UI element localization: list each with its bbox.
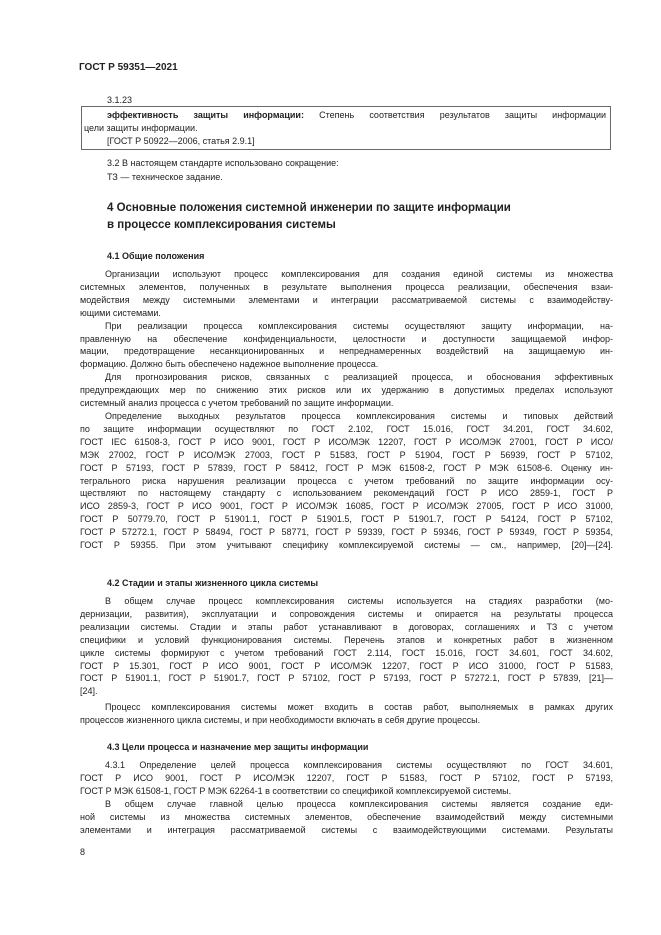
text-line: правленную на обеспечение конфиденциальности, целостности и доступности защищаемой инфор- xyxy=(80,333,613,344)
text-line: При реализации процесса комплексирования системы осуществляют защиту информации, на- xyxy=(105,320,613,331)
text-line: предупреждающих мер по снижению этих рисков или их удержанию в допустимых пределах используют xyxy=(80,385,613,396)
section-4-2-heading: 4.2 Стадии и этапы жизненного цикла системы xyxy=(107,578,319,588)
section-4-3-heading: 4.3 Цели процесса и назначение мер защиты информации xyxy=(107,742,369,752)
text-line: ГОСТ Р МЭК 61508-1, ГОСТ Р МЭК 62264-1 в соответствии со спецификой комплексируемой системы. xyxy=(80,785,512,796)
text-line: цикле системы формируют с учетом требований ГОСТ 2.114, ГОСТ 15.016, ГОСТ 34.601, ГОСТ 34.602, xyxy=(80,647,613,658)
text-line: В общем случае главной целью процесса комплексирования системы является создание еди- xyxy=(105,798,613,809)
text-line: Организации используют процесс комплексирования для создания единой системы из множества xyxy=(105,269,613,279)
text-line: В общем случае процесс комплексирования системы используется на стадиях разработки (мо- xyxy=(105,596,613,606)
text-line: ществляют по настоящему стандарту с использованием рекомендаций ГОСТ Р ИСО 2859-1, ГОСТ Р xyxy=(80,488,613,499)
text-line: элементами и интеграция рассматриваемой системы с взаимодействующими системами. Результаты xyxy=(80,824,613,835)
text-line: по защите информации осуществляют по ГОСТ 2.102, ГОСТ 15.016, ГОСТ 34.201, ГОСТ 34.602, xyxy=(80,423,613,434)
section-4-1-body xyxy=(80,268,613,552)
text-line: системных элементов, полученных в результате выполнения процесса реализации, обеспечения взаи- xyxy=(80,281,613,292)
text-line: ной системы из множества системных элементов, обеспечение взаимодействий между системными xyxy=(80,811,613,822)
text-line: процессов жизненного цикла системы, и при необходимости включать в себя другие процессы. xyxy=(80,715,481,726)
definition-text xyxy=(84,109,606,122)
section-4-1-heading: 4.1 Общие положения xyxy=(107,251,205,261)
text-line: модействия между системными элементами и интеграции рассматриваемой системы с взаимодейству- xyxy=(80,294,613,305)
text-line: специфики и условий функционирования системы. Перечень этапов и конкретных работ в жизненном xyxy=(80,634,613,645)
text-line: реализации системы. Стадии и этапы работ устанавливают в договорах, соглашениях и ТЗ с учетом xyxy=(80,621,613,632)
text-line: ющими системами. xyxy=(80,307,161,318)
definition-text-1: Степень соответствия результатов защиты информации xyxy=(319,110,606,120)
abbrev-item: ТЗ — техническое задание. xyxy=(107,172,223,182)
text-line: тегрального риска нарушения реализации процесса с учетом требований по защите информации осу- xyxy=(80,475,613,486)
text-line: системный анализ процесса с учетом требований по защите информации. xyxy=(80,398,394,409)
section-4-3-body xyxy=(80,759,613,836)
text-line: ГОСТ Р 15.301, ГОСТ Р ИСО 9001, ГОСТ Р ИСО/МЭК 12207, ГОСТ Р ИСО 31000, ГОСТ Р 51583, xyxy=(80,660,613,671)
definition-source: [ГОСТ Р 50922—2006, статья 2.9.1] xyxy=(107,136,255,146)
text-line: ГОСТ Р 51901.1, ГОСТ Р 51901.7, ГОСТ Р 57102, ГОСТ Р 57193, ГОСТ Р 57272.1, ГОСТ Р 57839, [21]— xyxy=(80,673,613,684)
section-4-title xyxy=(107,200,511,234)
text-line: Процесс комплексирования системы может входить в состав работ, выполняемых в рамках других xyxy=(105,702,613,713)
text-line: ИСО 2859-3, ГОСТ Р ИСО 9001, ГОСТ Р ИСО/МЭК 16085, ГОСТ Р ИСО/МЭК 27005, ГОСТ Р ИСО 31000, xyxy=(80,501,613,512)
section-4-title-line-2: в процессе комплексирования системы xyxy=(107,219,336,231)
section-4-title-line-1: 4 Основные положения системной инженерии по защите информации xyxy=(107,202,511,214)
text-line: ГОСТ Р 57193, ГОСТ Р 57839, ГОСТ Р 58412, ГОСТ Р МЭК 61508-2, ГОСТ Р МЭК 61508-6. Оценку ин- xyxy=(80,462,613,473)
document-header: ГОСТ Р 59351—2021 xyxy=(79,62,178,73)
text-line: МЭК 27002, ГОСТ Р ИСО/МЭК 27003, ГОСТ Р 51583, ГОСТ Р 51904, ГОСТ Р 56939, ГОСТ Р 57102, xyxy=(80,449,613,460)
text-line: ГОСТ IEC 61508-3, ГОСТ Р ИСО 9001, ГОСТ Р ИСО/МЭК 12207, ГОСТ Р ИСО/МЭК 27001, ГОСТ Р ИСО/ xyxy=(80,436,613,447)
text-line: Определение выходных результатов процесса комплексирования системы и типовых действий xyxy=(105,410,613,421)
text-line: ГОСТ Р 59355. При этом учитывают специфику комплексируемой системы — см., например, [20]—[24]. xyxy=(80,540,613,551)
abbrev-intro: 3.2 В настоящем стандарте использовано сокращение: xyxy=(107,158,339,168)
text-line: ГОСТ Р 57272.1, ГОСТ Р 58494, ГОСТ Р 58771, ГОСТ Р 59339, ГОСТ Р 59346, ГОСТ Р 59349, ГОСТ Р 59354, xyxy=(80,527,613,538)
text-line: ГОСТ Р ИСО 9001, ГОСТ Р ИСО/МЭК 12207, ГОСТ Р 51583, ГОСТ Р 57102, ГОСТ Р 57193, xyxy=(80,772,613,783)
text-line: формацию. Должно быть обеспечено надежное выполнение процесса. xyxy=(80,359,379,370)
text-line: мации, предотвращение несанкционированных и непреднамеренных воздействий на защищаемую ин- xyxy=(80,346,613,357)
definition-number: 3.1.23 xyxy=(107,95,133,105)
section-4-2-body xyxy=(80,595,613,727)
text-line: [24]. xyxy=(80,686,98,697)
definition-text-2: цели защиты информации. xyxy=(84,123,198,133)
text-line: ГОСТ Р 50779.70, ГОСТ Р 51901.1, ГОСТ Р 51901.5, ГОСТ Р 51901.7, ГОСТ Р 54124, ГОСТ Р 57102, xyxy=(80,514,613,525)
text-line: 4.3.1 Определение целей процесса комплексирования системы осуществляют по ГОСТ 34.601, xyxy=(105,760,613,770)
page-number: 8 xyxy=(80,847,86,857)
definition-term: эффективность защиты информации: xyxy=(107,110,304,120)
text-line: дернизации, развития), эксплуатации и сопровождения системы и опирается на результаты процесса xyxy=(80,608,613,619)
text-line: Для прогнозирования рисков, связанных с реализацией процесса, и обоснования эффективных xyxy=(105,372,613,383)
